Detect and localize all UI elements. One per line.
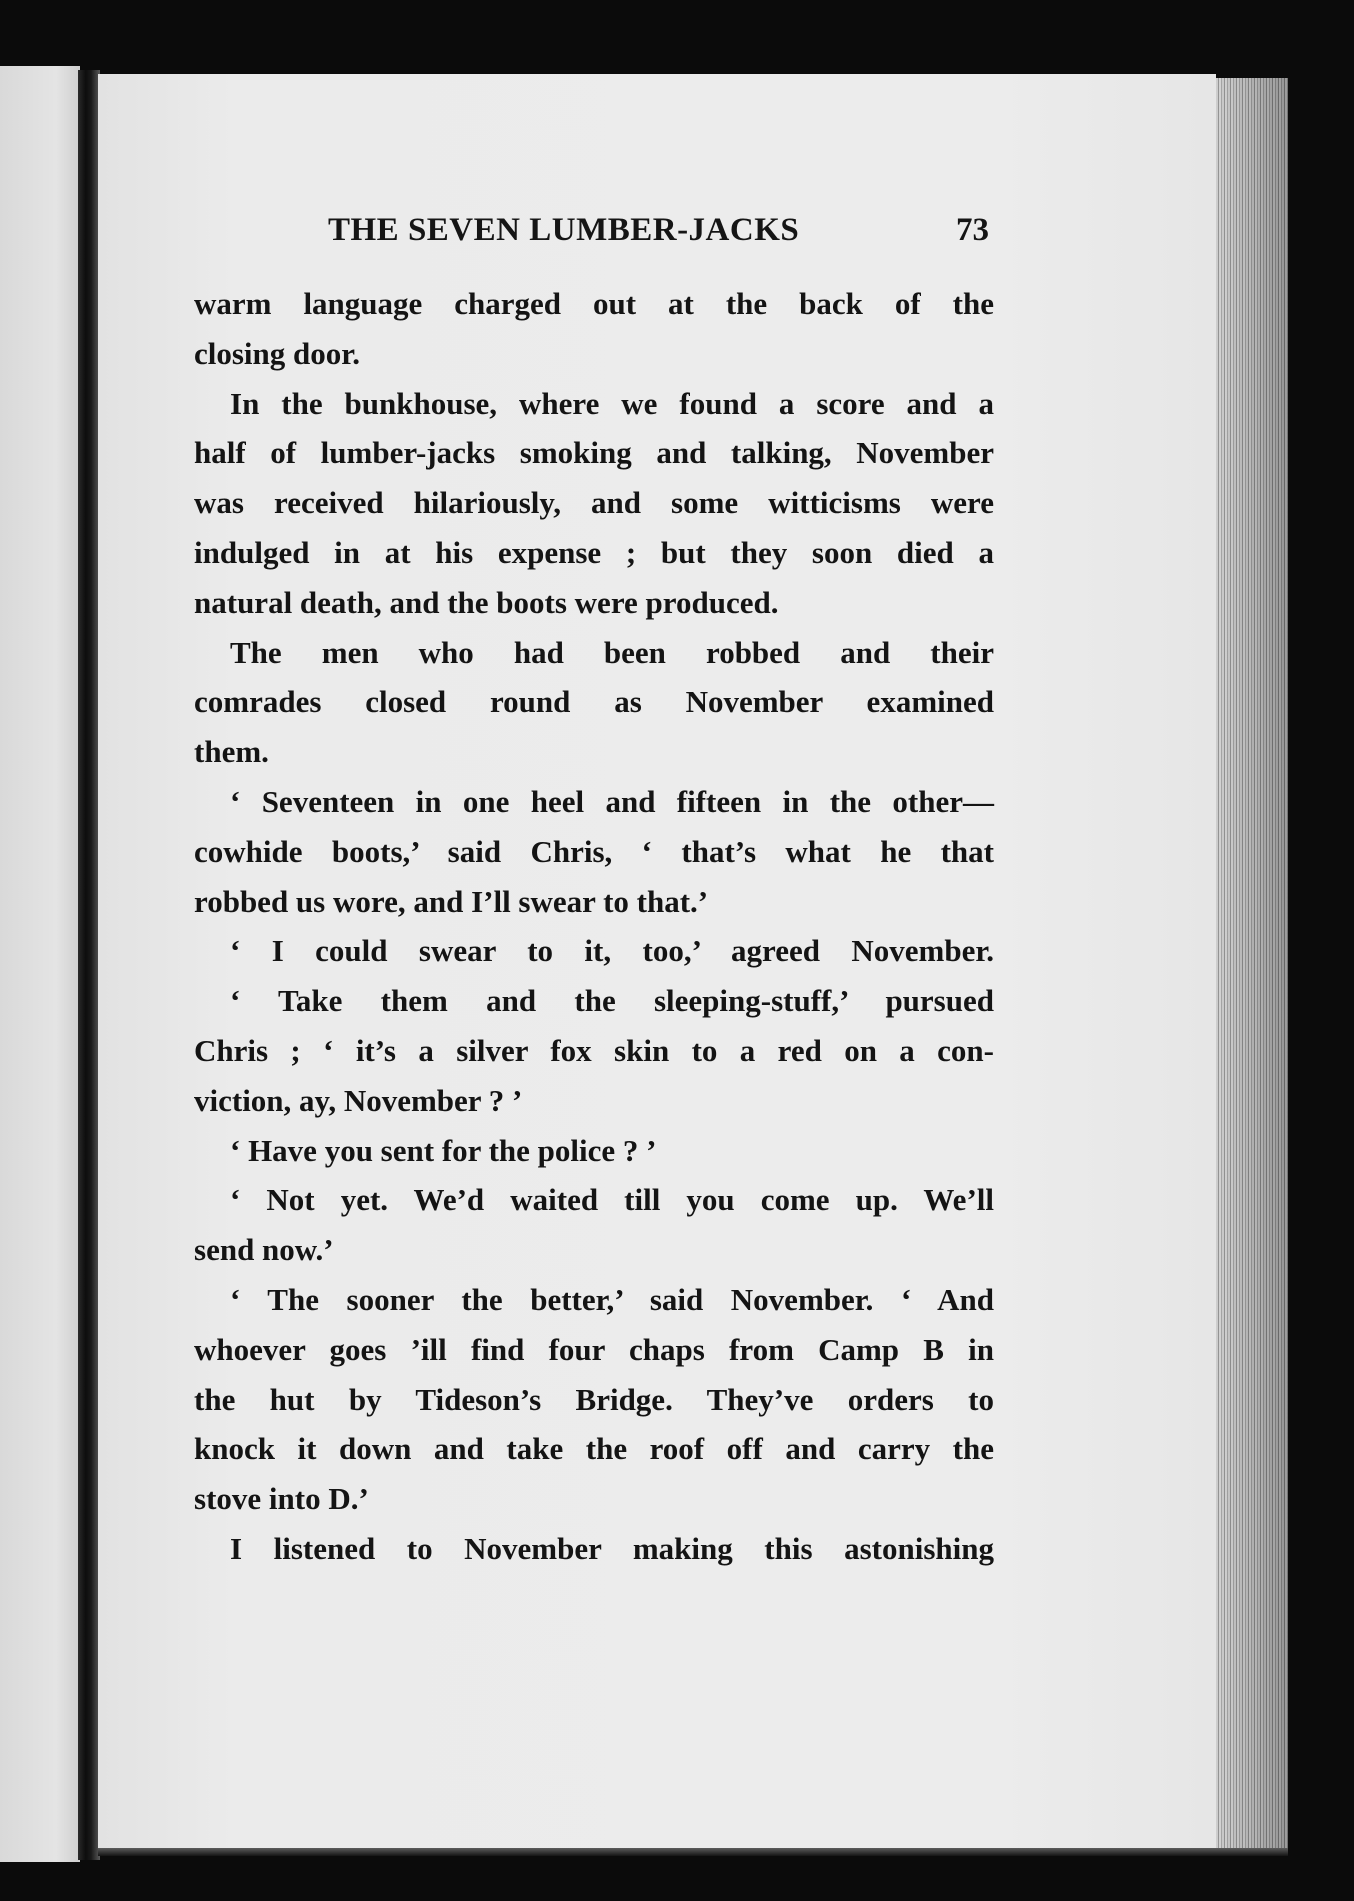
page-bottom-edge: [98, 1848, 1288, 1856]
text-line: ‘ Have you sent for the police ? ’: [230, 1132, 657, 1168]
page-number: 73: [956, 212, 989, 248]
text-line: natural death, and the boots were produced.: [194, 584, 779, 620]
body-text: [194, 279, 994, 1574]
text-line: was received hilariously, and some witticisms were: [194, 485, 994, 521]
text-line: whoever goes ’ill find four chaps from Camp B in: [194, 1331, 994, 1367]
text-line: In the bunkhouse, where we found a score and a: [230, 385, 994, 421]
text-line: viction, ay, November ? ’: [194, 1082, 523, 1118]
left-page-edge: [0, 66, 80, 1862]
text-line: ‘ I could swear to it, too,’ agreed November.: [230, 933, 994, 969]
text-line: send now.’: [194, 1232, 334, 1268]
text-line: comrades closed round as November examined: [194, 684, 994, 720]
text-line: ‘ Not yet. We’d waited till you come up. We’ll: [230, 1182, 994, 1218]
text-line: warm language charged out at the back of the: [194, 286, 994, 321]
text-line: ‘ The sooner the better,’ said November. ‘ And: [230, 1281, 994, 1317]
text-line: them.: [194, 734, 269, 770]
text-line: stove into D.’: [194, 1481, 369, 1517]
text-line: Chris ; ‘ it’s a silver fox skin to a red on a con-: [194, 1032, 994, 1068]
text-line: knock it down and take the roof off and carry the: [194, 1431, 994, 1467]
text-line: ‘ Take them and the sleeping-stuff,’ pursued: [230, 983, 994, 1019]
text-line: indulged in at his expense ; but they soon died a: [194, 534, 994, 570]
text-line: cowhide boots,’ said Chris, ‘ that’s what he that: [194, 833, 994, 869]
text-line: The men who had been robbed and their: [230, 634, 994, 670]
text-line: half of lumber-jacks smoking and talking, November: [194, 435, 994, 471]
running-title: THE SEVEN LUMBER-JACKS: [328, 212, 800, 248]
text-line: robbed us wore, and I’ll swear to that.’: [194, 883, 709, 919]
text-line: I listened to November making this astonishing: [230, 1530, 994, 1566]
text-line: closing door.: [194, 335, 360, 371]
text-line: ‘ Seventeen in one heel and fifteen in the other—: [230, 783, 994, 819]
book-gutter: [78, 70, 100, 1860]
text-line: the hut by Tideson’s Bridge. They’ve orders to: [194, 1381, 994, 1417]
running-head: [98, 212, 1216, 262]
page-stack-shadow: [1216, 78, 1288, 1854]
